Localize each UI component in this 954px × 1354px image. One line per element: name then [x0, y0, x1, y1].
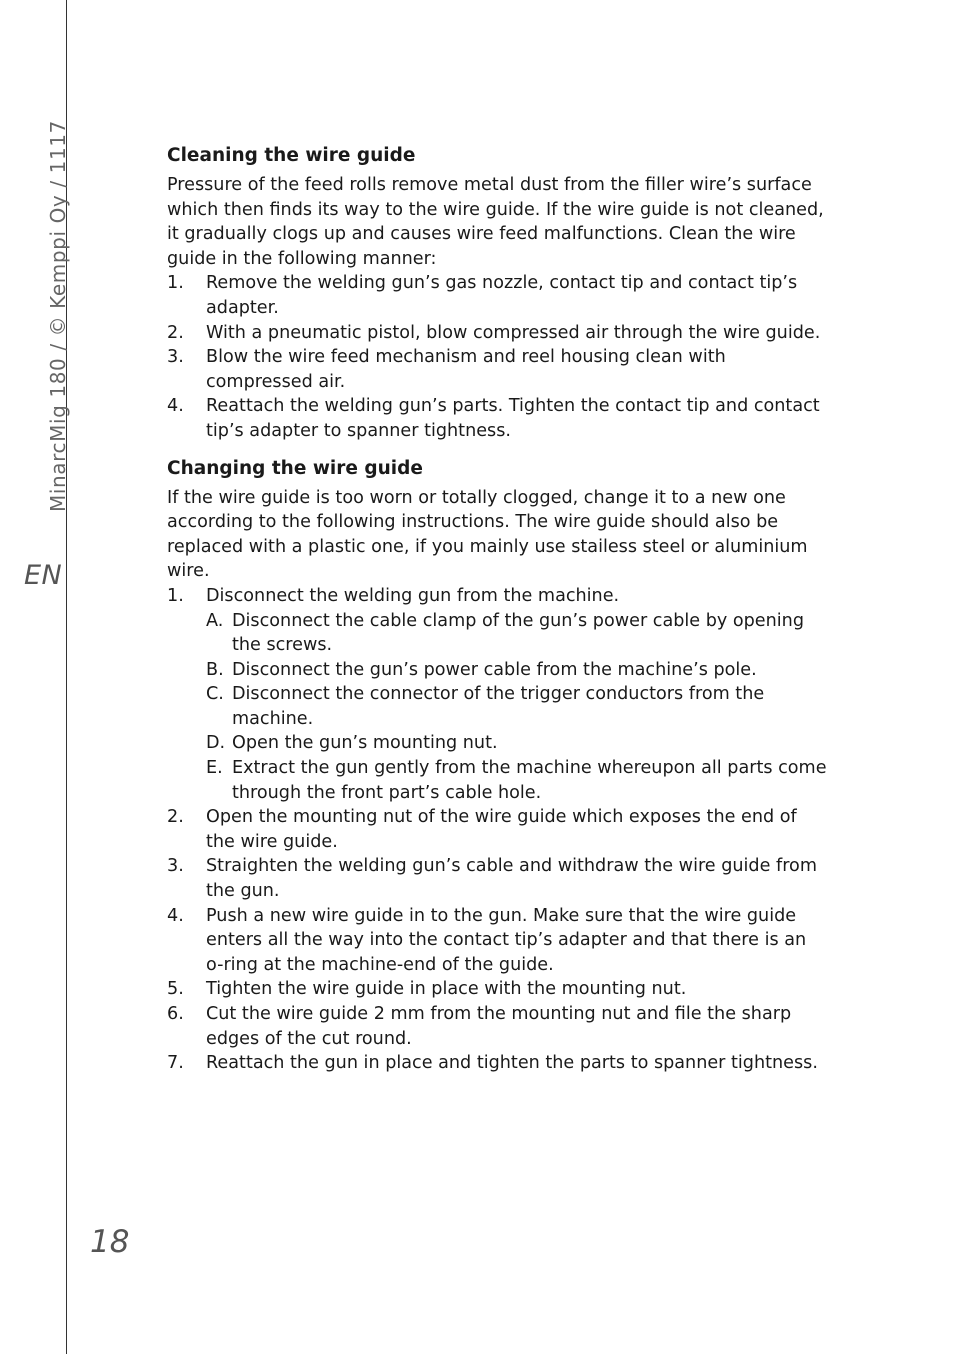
step-number: 7. [167, 1053, 184, 1074]
step-number: 6. [167, 1004, 184, 1024]
list-item [206, 731, 827, 756]
step-text: Reattach the gun in place and tighten the parts to spanner tightness. [206, 1053, 818, 1074]
list-item [206, 609, 827, 658]
substep-letter: D. [206, 733, 226, 754]
list-item [167, 1051, 827, 1076]
step-number: 2. [167, 322, 184, 343]
substep-letter: A. [206, 610, 224, 631]
section-intro-cleaning: Pressure of the feed rolls remove metal dust from the filler wire’s surface which then finds its way to the wire guide. If the wire guide is not cleaned, it gradually clogs up and causes wire feed malfunctions. Clean the wire guide in the following manner: [167, 175, 824, 269]
step-number: 1. [167, 585, 184, 606]
list-item [167, 394, 827, 443]
list-item [167, 805, 827, 854]
step-number: 5. [167, 979, 184, 1000]
step-text: Open the mounting nut of the wire guide which exposes the end of the wire guide. [206, 807, 797, 852]
list-item [167, 321, 827, 346]
list-item [206, 756, 827, 805]
page-number: 18 [90, 1224, 130, 1260]
step-text: Disconnect the welding gun from the machine. [206, 585, 620, 606]
list-item [167, 345, 827, 394]
list-item [167, 584, 827, 609]
substep-text: Disconnect the connector of the trigger conductors from the machine. [232, 684, 765, 729]
disconnect-substeps [206, 609, 827, 806]
section-heading-changing: Changing the wire guide [167, 457, 423, 479]
cleaning-steps [167, 271, 827, 443]
list-item [206, 682, 827, 731]
substep-text: Disconnect the cable clamp of the gun’s power cable by opening the screws. [232, 610, 804, 656]
substep-letter: E. [206, 758, 223, 779]
substep-letter: C. [206, 684, 224, 705]
step-text: Straighten the welding gun’s cable and withdraw the wire guide from the gun. [206, 856, 817, 902]
substep-text: Extract the gun gently from the machine whereupon all parts come through the front part’s cable hole. [232, 758, 827, 803]
section-heading-cleaning: Cleaning the wire guide [167, 145, 416, 166]
language-tag: EN [24, 560, 63, 591]
substep-group [167, 609, 827, 806]
side-footer-text: MinarcMig 180 / © Kemppi Oy / 1117 [46, 120, 70, 512]
step-text: Cut the wire guide 2 mm from the mounting nut and file the sharp edges of the cut round. [206, 1004, 792, 1049]
step-text: Reattach the welding gun’s parts. Tighten the contact tip and contact tip’s adapter to spanner tightness. [206, 396, 820, 441]
section-intro-changing: If the wire guide is too worn or totally clogged, change it to a new one according to the following instructions. The wire guide should also be replaced with a plastic one, if you mainly use stailess steel or aluminium wire. [167, 487, 808, 582]
step-text: Push a new wire guide in to the gun. Make sure that the wire guide enters all the way into the contact tip’s adapter and that there is an o-ring at the machine-end of the guide. [206, 905, 807, 975]
step-text: Remove the welding gun’s gas nozzle, contact tip and contact tip’s adapter. [206, 273, 798, 318]
list-item [167, 271, 827, 320]
step-text: Tighten the wire guide in place with the mounting nut. [206, 979, 687, 1000]
substep-text: Open the gun’s mounting nut. [232, 733, 498, 754]
list-item [206, 658, 827, 683]
step-number: 4. [167, 905, 184, 926]
page-content [167, 143, 827, 1076]
step-number: 1. [167, 273, 184, 294]
step-number: 3. [167, 347, 184, 368]
list-item [167, 904, 827, 978]
step-number: 2. [167, 807, 184, 828]
step-number: 3. [167, 856, 184, 877]
list-item [167, 1002, 827, 1051]
step-text: With a pneumatic pistol, blow compressed air through the wire guide. [206, 322, 821, 343]
substep-letter: B. [206, 659, 224, 680]
changing-steps [167, 584, 827, 1076]
substep-text: Disconnect the gun’s power cable from the machine’s pole. [232, 659, 757, 680]
step-text: Blow the wire feed mechanism and reel housing clean with compressed air. [206, 347, 726, 392]
list-item [167, 977, 827, 1002]
list-item [167, 854, 827, 903]
step-number: 4. [167, 396, 184, 417]
